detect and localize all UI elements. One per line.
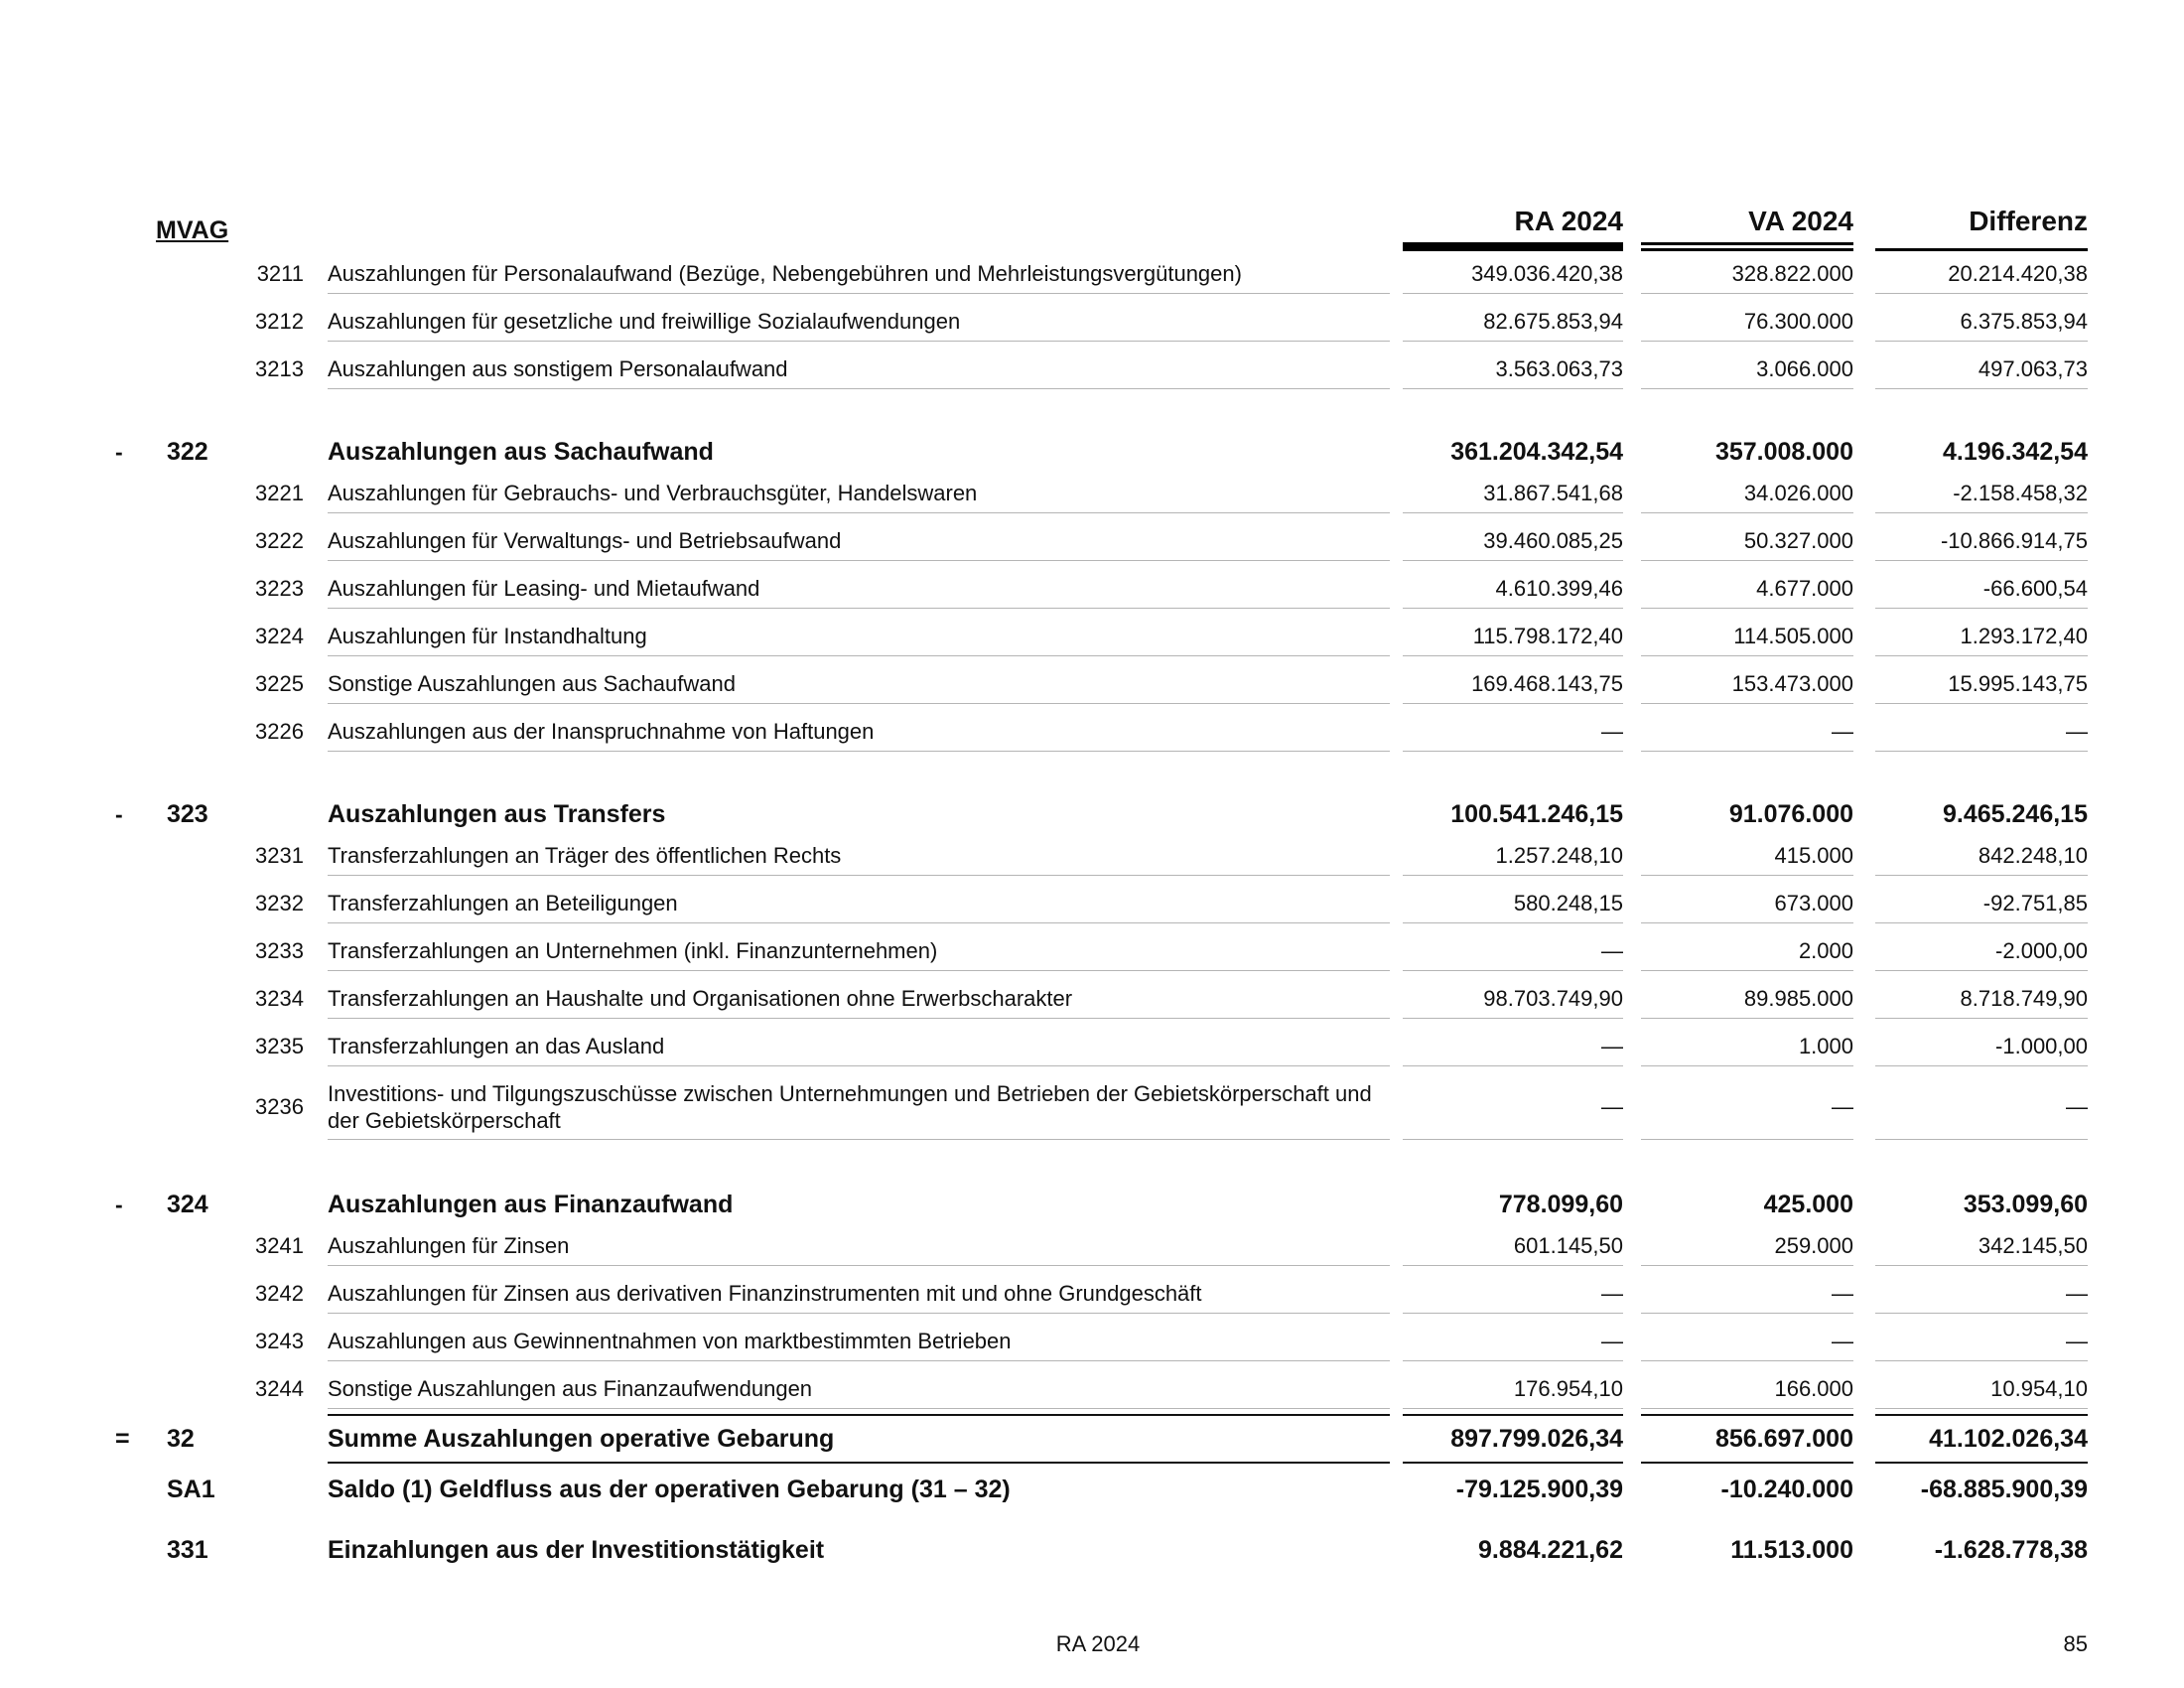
row-value-ra: 1.257.248,10	[1403, 836, 1623, 876]
row-code: 323	[167, 799, 208, 828]
row-value-ra: 115.798.172,40	[1403, 617, 1623, 656]
row-value-va: 50.327.000	[1641, 521, 1853, 561]
row-code: 324	[167, 1190, 208, 1218]
row-value-ra: 778.099,60	[1498, 1190, 1623, 1218]
row-value-va: —	[1641, 712, 1853, 752]
row-value-differenz: -2.000,00	[1875, 931, 2088, 971]
row-label: Auszahlungen aus der Inanspruchnahme von Haftungen	[328, 712, 1390, 752]
row-value-va: 114.505.000	[1641, 617, 1853, 656]
row-value-ra: 176.954,10	[1403, 1369, 1623, 1409]
row-value-differenz: 9.465.246,15	[1943, 799, 2088, 828]
row-value-differenz: 353.099,60	[1963, 1190, 2088, 1218]
row-value-ra: —	[1403, 1322, 1623, 1361]
row-value-differenz: -1.628.778,38	[1934, 1535, 2088, 1564]
row-subcode: 3211	[256, 261, 304, 286]
row-value-differenz: 497.063,73	[1875, 350, 2088, 389]
row-value-differenz: 8.718.749,90	[1875, 979, 2088, 1019]
row-value-differenz: 342.145,50	[1875, 1226, 2088, 1266]
row-value-va: 673.000	[1641, 884, 1853, 923]
row-value-va: 4.677.000	[1641, 569, 1853, 609]
row-label: Auszahlungen aus Gewinnentnahmen von marktbestimmten Betrieben	[328, 1322, 1390, 1361]
row-value-ra: 31.867.541,68	[1403, 474, 1623, 513]
row-subcode: 3221	[255, 481, 304, 505]
row-subcode: 3244	[255, 1376, 304, 1401]
column-header-differenz: Differenz	[1875, 204, 2088, 251]
row-code: SA1	[167, 1475, 215, 1503]
row-code: 322	[167, 437, 208, 466]
row-value-differenz: 4.196.342,54	[1943, 437, 2088, 466]
row-value-ra: —	[1403, 931, 1623, 971]
row-label: Auszahlungen aus Sachaufwand	[328, 437, 714, 466]
row-label: Saldo (1) Geldfluss aus der operativen Gebarung (31 – 32)	[328, 1475, 1011, 1503]
row-subcode: 3213	[255, 356, 304, 381]
row-value-ra: 98.703.749,90	[1403, 979, 1623, 1019]
row-label: Auszahlungen für Zinsen	[328, 1226, 1390, 1266]
row-value-va: -10.240.000	[1720, 1475, 1853, 1503]
row-value-ra: 361.204.342,54	[1450, 437, 1623, 466]
row-code: 331	[167, 1535, 208, 1564]
row-subcode: 3232	[255, 891, 304, 915]
row-value-ra: 169.468.143,75	[1403, 664, 1623, 704]
row-subcode: 3231	[255, 843, 304, 868]
row-subcode: 3233	[255, 938, 304, 963]
row-value-differenz: 10.954,10	[1875, 1369, 2088, 1409]
row-value-differenz: —	[1875, 1322, 2088, 1361]
row-value-va: 3.066.000	[1641, 350, 1853, 389]
row-subcode: 3224	[255, 624, 304, 648]
row-label: Summe Auszahlungen operative Gebarung	[328, 1414, 1390, 1464]
row-subcode: 3222	[255, 528, 304, 553]
row-code: 32	[167, 1424, 195, 1453]
row-subcode: 3234	[255, 986, 304, 1011]
row-subcode: 3235	[255, 1034, 304, 1058]
row-value-differenz: 6.375.853,94	[1875, 302, 2088, 342]
row-value-va: —	[1641, 1322, 1853, 1361]
row-sign: -	[115, 800, 123, 827]
column-header-va: VA 2024	[1641, 204, 1853, 251]
mvag-header: MVAG	[156, 216, 229, 244]
row-value-va: 11.513.000	[1730, 1535, 1853, 1564]
row-sign: -	[115, 1191, 123, 1217]
row-value-ra: 9.884.221,62	[1478, 1535, 1623, 1564]
row-label: Einzahlungen aus der Investitionstätigkeit	[328, 1535, 825, 1564]
row-value-va: —	[1641, 1274, 1853, 1314]
row-subcode: 3242	[255, 1281, 304, 1306]
row-value-ra: —	[1403, 1027, 1623, 1066]
row-value-ra: 4.610.399,46	[1403, 569, 1623, 609]
row-value-va: 166.000	[1641, 1369, 1853, 1409]
row-subcode: 3212	[255, 309, 304, 334]
row-label: Transferzahlungen an Unternehmen (inkl. Finanzunternehmen)	[328, 931, 1390, 971]
row-sign: -	[115, 438, 123, 465]
row-value-differenz: 1.293.172,40	[1875, 617, 2088, 656]
row-value-ra: 580.248,15	[1403, 884, 1623, 923]
row-subcode: 3236	[255, 1094, 304, 1119]
row-value-differenz: 842.248,10	[1875, 836, 2088, 876]
row-value-va: 89.985.000	[1641, 979, 1853, 1019]
row-value-differenz: -66.600,54	[1875, 569, 2088, 609]
row-value-differenz: -92.751,85	[1875, 884, 2088, 923]
row-value-differenz: -2.158.458,32	[1875, 474, 2088, 513]
row-subcode: 3243	[255, 1329, 304, 1353]
row-value-ra: -79.125.900,39	[1455, 1475, 1623, 1503]
row-value-va: 1.000	[1641, 1027, 1853, 1066]
row-label: Transferzahlungen an Beteiligungen	[328, 884, 1390, 923]
row-label: Transferzahlungen an Träger des öffentlichen Rechts	[328, 836, 1390, 876]
row-value-va: 856.697.000	[1641, 1414, 1853, 1464]
row-label: Auszahlungen für Verwaltungs- und Betriebsaufwand	[328, 521, 1390, 561]
row-value-differenz: -68.885.900,39	[1920, 1475, 2088, 1503]
row-label: Auszahlungen aus sonstigem Personalaufwand	[328, 350, 1390, 389]
row-value-va: 259.000	[1641, 1226, 1853, 1266]
row-label: Auszahlungen für gesetzliche und freiwillige Sozialaufwendungen	[328, 302, 1390, 342]
row-label: Transferzahlungen an das Ausland	[328, 1027, 1390, 1066]
row-value-differenz: —	[1875, 1274, 2088, 1314]
row-value-va: 153.473.000	[1641, 664, 1853, 704]
row-value-va: 76.300.000	[1641, 302, 1853, 342]
row-value-va: 2.000	[1641, 931, 1853, 971]
row-subcode: 3226	[255, 719, 304, 744]
row-value-ra: 82.675.853,94	[1403, 302, 1623, 342]
row-sign: =	[115, 1424, 130, 1453]
footer-report-label: RA 2024	[1055, 1631, 1141, 1656]
row-value-va: 357.008.000	[1714, 437, 1853, 466]
row-value-va: 415.000	[1641, 836, 1853, 876]
row-label: Auszahlungen für Personalaufwand (Bezüge, Nebengebühren und Mehrleistungsvergütungen)	[328, 254, 1390, 294]
row-value-differenz: —	[1875, 1074, 2088, 1140]
row-value-differenz: 41.102.026,34	[1875, 1414, 2088, 1464]
row-label: Transferzahlungen an Haushalte und Organisationen ohne Erwerbscharakter	[328, 979, 1390, 1019]
row-value-ra: 3.563.063,73	[1403, 350, 1623, 389]
row-value-ra: 349.036.420,38	[1403, 254, 1623, 294]
row-value-ra: 897.799.026,34	[1403, 1414, 1623, 1464]
row-label: Auszahlungen für Instandhaltung	[328, 617, 1390, 656]
row-value-va: 91.076.000	[1728, 799, 1853, 828]
row-label: Auszahlungen aus Transfers	[328, 799, 666, 828]
row-label: Sonstige Auszahlungen aus Sachaufwand	[328, 664, 1390, 704]
row-value-ra: 39.460.085,25	[1403, 521, 1623, 561]
row-value-differenz: -10.866.914,75	[1875, 521, 2088, 561]
row-value-differenz: —	[1875, 712, 2088, 752]
row-value-ra: 100.541.246,15	[1450, 799, 1623, 828]
row-label: Auszahlungen aus Finanzaufwand	[328, 1190, 734, 1218]
row-label: Sonstige Auszahlungen aus Finanzaufwendungen	[328, 1369, 1390, 1409]
row-subcode: 3241	[255, 1233, 304, 1258]
row-value-va: 328.822.000	[1641, 254, 1853, 294]
row-label: Auszahlungen für Gebrauchs- und Verbrauchsgüter, Handelswaren	[328, 474, 1390, 513]
row-label: Auszahlungen für Zinsen aus derivativen Finanzinstrumenten mit und ohne Grundgeschäft	[328, 1274, 1390, 1314]
column-header-ra: RA 2024	[1403, 204, 1623, 251]
row-value-ra: —	[1403, 1274, 1623, 1314]
row-value-differenz: 20.214.420,38	[1875, 254, 2088, 294]
row-value-ra: 601.145,50	[1403, 1226, 1623, 1266]
row-value-va: 34.026.000	[1641, 474, 1853, 513]
row-value-va: 425.000	[1763, 1190, 1853, 1218]
row-value-differenz: 15.995.143,75	[1875, 664, 2088, 704]
row-label: Investitions- und Tilgungszuschüsse zwischen Unternehmungen und Betrieben der Gebietskörperschaft und der Gebietskörperschaft	[328, 1074, 1390, 1140]
row-label: Auszahlungen für Leasing- und Mietaufwand	[328, 569, 1390, 609]
row-subcode: 3225	[255, 671, 304, 696]
row-value-ra: —	[1403, 1074, 1623, 1140]
row-value-ra: —	[1403, 712, 1623, 752]
row-subcode: 3223	[255, 576, 304, 601]
page-number: 85	[2063, 1631, 2088, 1656]
row-value-va: —	[1641, 1074, 1853, 1140]
row-value-differenz: -1.000,00	[1875, 1027, 2088, 1066]
